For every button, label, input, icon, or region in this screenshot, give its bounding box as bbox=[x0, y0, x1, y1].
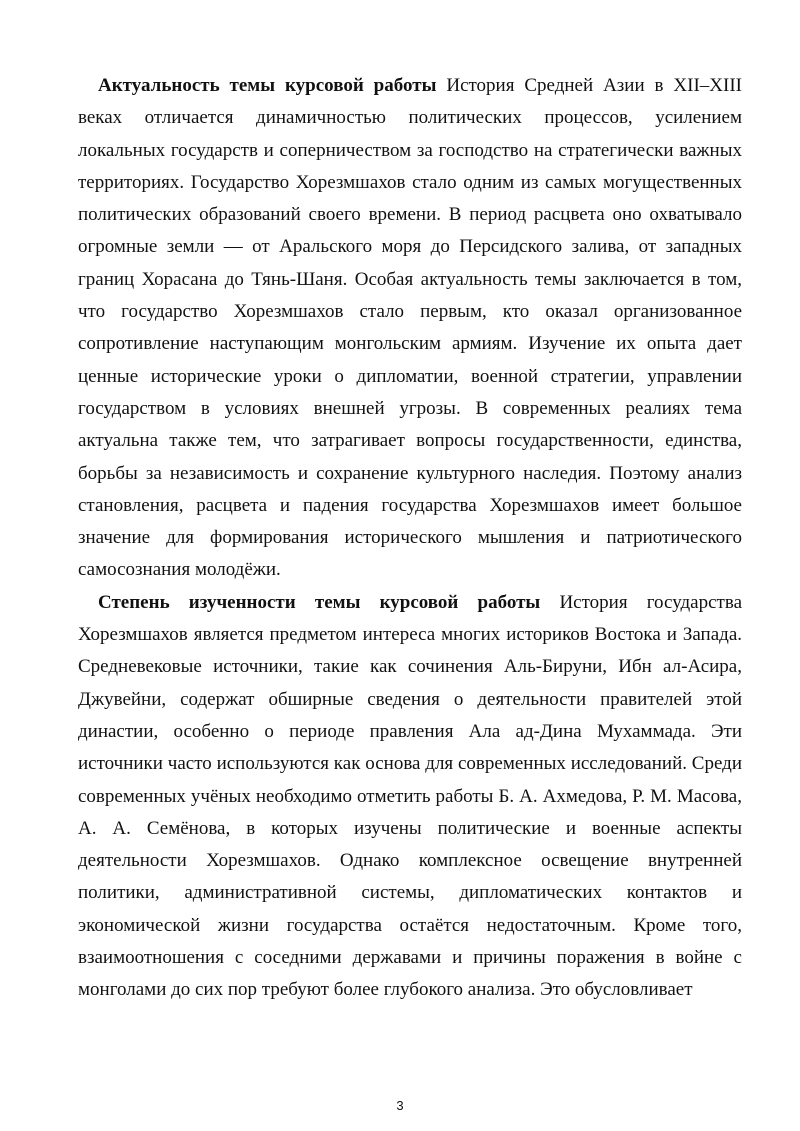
paragraph-relevance bbox=[78, 70, 742, 587]
paragraph-heading-relevance: Актуальность темы курсовой работы bbox=[98, 75, 437, 96]
paragraph-study-degree bbox=[78, 587, 742, 1007]
paragraph-text-study-degree: История государства Хорезмшахов является предметом интереса многих историков Востока и Запада. Средневековые источники, такие как сочинения Аль-Бируни, Ибн ал-Асира, Джувейни, содержат обширные сведения о деятельности правителей этой династии, особенно о периоде правления Ала ад-Дина Мухаммада. Эти источники часто используются как основа для современных исследований. Среди современных учёных необходимо отметить работы Б. А. Ахмедова, Р. М. Масова, А. А. Семёнова, в которых изучены политические и военные аспекты деятельности Хорезмшахов. Однако комплексное освещение внутренней политики, административной системы, дипломатических контактов и экономической жизни государства остаётся недостаточным. Кроме того, взаимоотношения с соседними державами и причины поражения в войне с монголами до сих пор требуют более глубокого анализа. Это обусловливает bbox=[78, 591, 743, 1001]
page-number: 3 bbox=[396, 1098, 404, 1113]
paragraph-text-relevance: История Средней Азии в XII–XIII веках отличается динамичностью политических процессов, усилением локальных государств и соперничеством за господство на стратегически важных территориях. Государство Хорезмшахов стало одним из самых могущественных политических образований своего времени. В период расцвета оно охватывало огромные земли — от Аральского моря до Персидского залива, от западных границ Хорасана до Тянь-Шаня. Особая актуальность темы заключается в том, что государство Хорезмшахов стало первым, кто оказал организованное сопротивление наступающим монгольским армиям. Изучение их опыта дает ценные исторические уроки о дипломатии, военной стратегии, управлении государством в условиях внешней угрозы. В современных реалиях тема актуальна также тем, что затрагивает вопросы государственности, единства, борьбы за независимость и сохранение культурного наследия. Поэтому анализ становления, расцвета и падения государства Хорезмшахов имеет большое значение для формирования исторического мышления и патриотического самосознания молодёжи. bbox=[78, 75, 742, 581]
document-body bbox=[78, 70, 742, 1007]
paragraph-heading-study-degree: Степень изученности темы курсовой работы bbox=[98, 591, 541, 613]
